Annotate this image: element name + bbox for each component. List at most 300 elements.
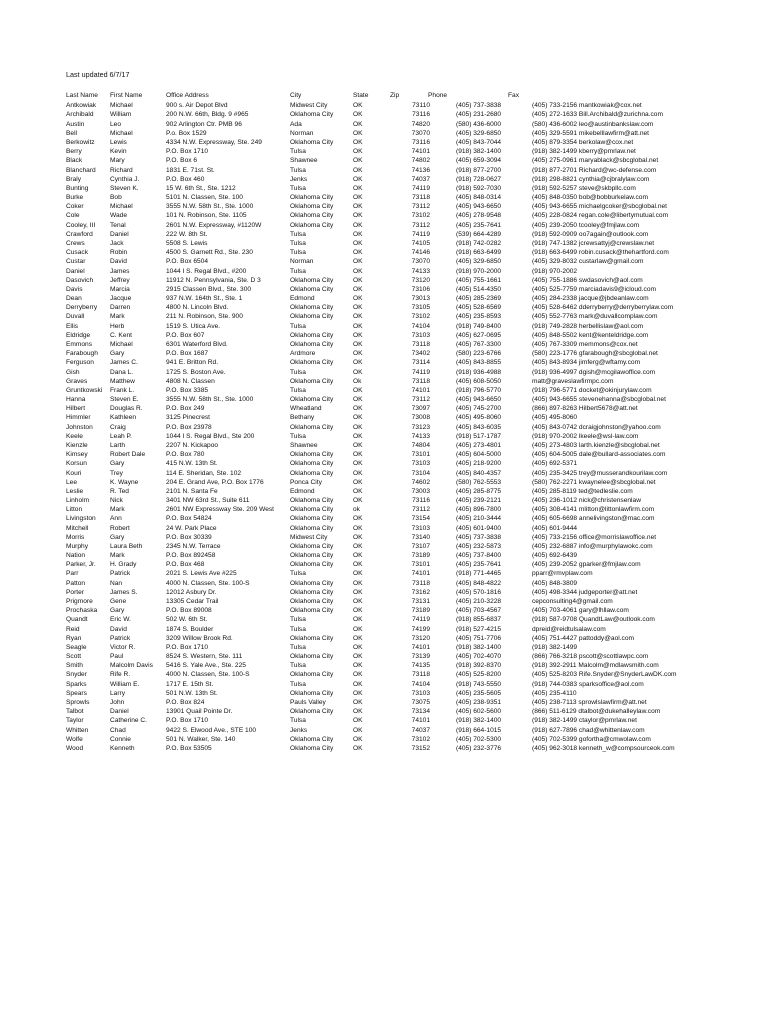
cell-phone: (405) 602-5600	[456, 708, 502, 716]
cell-last-name: Eldridge	[66, 331, 91, 339]
cell-fax: (405) 733-2156 mantkowiak@cox.net	[532, 102, 642, 110]
cell-phone: (539) 664-4289	[456, 230, 502, 238]
cell-office-address: 114 E. Sheridan, Ste. 102	[166, 469, 242, 477]
cell-office-address: P.o. Box 1529	[166, 129, 207, 137]
table-row	[0, 524, 770, 533]
cell-city: Tulsa	[290, 432, 306, 440]
cell-state: OK	[353, 414, 363, 422]
cell-city: Tulsa	[290, 570, 306, 578]
table-row	[0, 716, 770, 725]
cell-first-name: Wade	[110, 212, 127, 220]
cell-state: OK	[353, 120, 363, 128]
cell-phone: (405) 737-3838	[456, 102, 502, 110]
cell-fax: (918) 298-8821 cynthia@cjbralylaw.com	[532, 175, 650, 183]
cell-office-address: 8524 S. Western, Ste. 111	[166, 653, 243, 661]
cell-first-name: Robin	[110, 249, 128, 257]
cell-zip: 73402	[411, 350, 430, 358]
cell-first-name: Michael	[110, 203, 133, 211]
cell-zip: 74199	[411, 625, 430, 633]
cell-state: OK	[353, 588, 363, 596]
cell-phone: (405) 238-9351	[456, 699, 502, 706]
cell-city: Tulsa	[290, 148, 306, 156]
cell-phone: (405) 751-7706	[456, 634, 502, 642]
cell-last-name: Davis	[66, 285, 83, 293]
cell-office-address: 222 W. 8th St.	[166, 230, 208, 238]
cell-last-name: Sprowls	[66, 699, 90, 706]
cell-office-address: 4800 N. Lincoln Blvd.	[166, 304, 229, 312]
cell-state: OK	[353, 111, 363, 119]
cell-zip: 73110	[412, 102, 430, 110]
table-row	[0, 634, 770, 643]
cell-last-name: Kienzle	[66, 441, 88, 449]
cell-fax: (405) 703-4061 gary@lhllaw.com	[532, 607, 629, 615]
cell-phone: (405) 235-7641	[456, 561, 502, 569]
cell-phone: (405) 273-4801	[456, 441, 502, 449]
cell-last-name: Gish	[66, 368, 80, 376]
cell-last-name: Nation	[66, 552, 86, 560]
cell-zip: 74146	[411, 249, 430, 257]
cell-office-address: 4000 N. Classen, Ste. 100-S	[166, 671, 250, 679]
cell-office-address: 902 Arlington Ctr. PMB 96	[166, 120, 242, 128]
cell-zip: 73070	[411, 258, 430, 266]
cell-state: OK	[353, 653, 363, 661]
table-row	[0, 230, 770, 239]
cell-city: Oklahoma City	[290, 221, 334, 229]
cell-last-name: Wood	[66, 744, 84, 752]
cell-last-name: Burke	[66, 194, 84, 202]
cell-fax: (405) 272-1633 Bill.Archibald@zurichna.com	[532, 111, 663, 119]
cell-state: OK	[353, 441, 363, 449]
cell-zip: 73116	[412, 497, 430, 505]
table-row	[0, 267, 770, 276]
cell-state: OK	[353, 607, 363, 615]
cell-fax: (405) 943-6655 stevenehanna@sbcglobal.net	[532, 396, 666, 404]
cell-fax: (405) 943-6655 michaelgcoker@sbcglobal.net	[532, 203, 667, 211]
cell-zip: 74119	[412, 230, 430, 238]
cell-phone: (405) 767-3300	[456, 340, 502, 348]
cell-city: Tulsa	[290, 249, 306, 257]
cell-last-name: Linholm	[66, 497, 90, 505]
cell-office-address: 4000 N. Classen, Ste. 100-S	[166, 579, 250, 587]
cell-fax: (405) 601-9444	[532, 524, 578, 532]
cell-zip: 73134	[411, 708, 430, 716]
cell-office-address: 501 N.W. 13th St.	[166, 689, 218, 697]
cell-phone: (405) 210-3444	[456, 515, 502, 523]
cell-zip: 74037	[411, 175, 430, 183]
cell-office-address: 1519 S. Utica Ave.	[166, 322, 221, 330]
cell-state: OK	[353, 276, 363, 284]
table-row	[0, 652, 770, 661]
cell-first-name: William	[110, 111, 132, 119]
cell-zip: 73101	[411, 561, 430, 569]
cell-fax: (405) 702-5399 gofortha@cmwolaw.com	[532, 735, 651, 743]
cell-fax: (405) 273-4803 larth.kienzle@sbcglobal.net	[532, 441, 660, 449]
cell-state: OK	[353, 194, 363, 202]
cell-fax: (866) 511-6129 dtalbot@dukehalleylaw.com	[532, 708, 661, 716]
cell-first-name: Rife R.	[110, 671, 131, 679]
cell-state: Ok	[353, 377, 362, 385]
cell-first-name: Connie	[110, 735, 131, 743]
cell-city: Oklahoma City	[290, 524, 334, 532]
cell-fax: (405) 228-0824 regan.cole@libertymutual.com	[532, 212, 669, 220]
cell-phone: (405) 570-1816	[456, 588, 502, 596]
col-header-zip: Zip	[390, 92, 400, 99]
cell-office-address: 3555 N.W. 58th St., Ste. 1000	[166, 396, 254, 404]
cell-office-address: 502 W. 6th St.	[166, 616, 208, 624]
cell-office-address: P.O. Box 468	[166, 561, 205, 569]
cell-city: Tulsa	[290, 230, 306, 238]
cell-state: OK	[353, 386, 363, 394]
cell-last-name: Lee	[66, 478, 78, 486]
cell-office-address: 2101 N. Santa Fe	[166, 487, 218, 495]
cell-first-name: Jeffrey	[110, 276, 130, 284]
cell-fax: (405) 275-0961 maryablack@sbcglobal.net	[532, 157, 659, 165]
cell-zip: 73114	[412, 359, 430, 367]
cell-state: OK	[353, 267, 363, 275]
cell-fax: (405) 843-0742 dcraigjohnston@yahoo.com	[532, 423, 661, 431]
cell-last-name: Cole	[66, 212, 80, 220]
cell-state: OK	[353, 460, 363, 468]
cell-phone: (580) 436-6000	[456, 120, 502, 128]
table-row	[0, 322, 770, 331]
cell-office-address: P.O. Box 892458	[166, 552, 216, 560]
cell-fax: (918) 587-9708 QuandtLaw@outlook.com	[532, 616, 655, 624]
table-row	[0, 514, 770, 523]
col-header-last-name: Last Name	[66, 92, 98, 99]
cell-phone: (580) 762-5553	[456, 478, 502, 486]
cell-city: Oklahoma City	[290, 634, 334, 642]
cell-first-name: Gene	[110, 598, 127, 606]
cell-zip: 73154	[411, 515, 430, 523]
cell-last-name: Daniel	[66, 267, 85, 275]
table-row	[0, 569, 770, 578]
cell-office-address: 2207 N. Kickapoo	[166, 441, 219, 449]
cell-zip: 73103	[411, 331, 430, 339]
cell-fax: (405) 525-8203 Rife.Snyder@SnyderLawDK.com	[532, 671, 677, 679]
cell-office-address: 5416 S. Yale Ave., Ste. 225	[166, 662, 246, 670]
cell-fax: (405) 284-2338 jacque@jbdeanlaw.com	[532, 295, 649, 303]
cell-fax: (580) 762-2271 kwaynelee@sbcglobal.net	[532, 478, 656, 486]
cell-phone: (405) 755-1661	[456, 276, 502, 284]
cell-fax: (918) 382-1499 kberry@pmrlaw.net	[532, 148, 636, 156]
cell-state: OK	[353, 634, 363, 642]
cell-first-name: Richard	[110, 166, 133, 174]
cell-phone: (405) 329-6850	[456, 258, 502, 266]
cell-zip: 73103	[411, 524, 430, 532]
cell-city: Oklahoma City	[290, 396, 334, 404]
table-row	[0, 423, 770, 432]
cell-last-name: Parker, Jr.	[66, 561, 96, 569]
cell-fax: (918) 663-6499 robin.cusack@thehartford.com	[532, 249, 669, 257]
cell-city: Oklahoma City	[290, 744, 334, 752]
cell-phone: (405) 235-8593	[456, 313, 502, 321]
cell-fax: (405) 525-7759 marciadavis9@icloud.com	[532, 285, 656, 293]
cell-zip: 73103	[411, 689, 430, 697]
table-row	[0, 533, 770, 542]
col-header-city: City	[290, 92, 302, 99]
cell-city: Oklahoma City	[290, 276, 334, 284]
cell-office-address: 5508 S. Lewis	[166, 240, 208, 247]
cell-city: Tulsa	[290, 386, 306, 394]
cell-first-name: Eric W.	[110, 616, 131, 624]
cell-office-address: 13901 Quail Pointe Dr.	[166, 708, 233, 716]
cell-office-address: 2601 NW Expressway Ste. 209 West	[166, 506, 274, 514]
table-row	[0, 276, 770, 285]
cell-phone: (918) 936-4988	[456, 368, 502, 376]
cell-state: OK	[353, 148, 363, 156]
cell-state: OK	[353, 451, 363, 459]
cell-zip: 74119	[412, 184, 430, 192]
cell-last-name: Emmons	[66, 340, 93, 348]
cell-city: Wheatland	[290, 405, 322, 413]
cell-phone: (405) 848-4822	[456, 579, 502, 587]
cell-first-name: Chad	[110, 726, 126, 734]
cell-city: Oklahoma City	[290, 542, 334, 550]
cell-zip: 74101	[411, 570, 430, 578]
cell-phone: (918) 382-1400	[456, 148, 502, 156]
cell-last-name: Spears	[66, 689, 87, 697]
cell-city: Tulsa	[290, 625, 306, 633]
cell-first-name: Patrick	[110, 570, 131, 578]
cell-phone: (918) 749-8400	[456, 322, 502, 330]
cell-first-name: Trey	[110, 469, 123, 477]
cell-fax: (405) 329-8032 custarlaw@gmail.com	[532, 258, 644, 266]
cell-state: OK	[353, 102, 363, 110]
cell-zip: 73152	[411, 744, 430, 752]
cell-phone: (580) 223-6766	[456, 350, 502, 358]
cell-zip: 74133	[411, 267, 430, 275]
cell-office-address: P.O. Box 23978	[166, 423, 212, 431]
cell-last-name: Taylor	[66, 717, 84, 725]
cell-city: Norman	[290, 258, 314, 266]
cell-first-name: Frank L.	[110, 386, 135, 394]
table-row	[0, 138, 770, 147]
cell-last-name: Gruntkowski	[66, 386, 103, 394]
cell-last-name: Parr	[66, 570, 79, 578]
cell-last-name: Ferguson	[66, 359, 94, 367]
cell-last-name: Archibald	[66, 111, 94, 119]
cell-last-name: Reid	[66, 625, 80, 633]
cell-zip: 74802	[411, 157, 430, 165]
cell-zip: 74104	[411, 680, 430, 688]
cell-state: OK	[353, 671, 363, 679]
cell-fax: (405) 755-1886 swdasovich@aol.com	[532, 276, 643, 284]
cell-zip: 73112	[412, 506, 430, 514]
cell-city: Oklahoma City	[290, 607, 334, 615]
table-row	[0, 726, 770, 735]
cell-first-name: C. Kent	[110, 331, 132, 339]
cell-office-address: 2345 N.W. Terrace	[166, 542, 221, 550]
col-header-state: State	[353, 92, 369, 99]
cell-zip: 73075	[411, 699, 430, 706]
table-row	[0, 625, 770, 634]
cell-office-address: P.O. Box 1687	[166, 350, 209, 358]
cell-city: Ada	[290, 120, 302, 128]
cell-state: OK	[353, 331, 363, 339]
cell-fax: (405) 843-8934 jimferg@wftamy.com	[532, 359, 641, 367]
cell-phone: (405) 896-7800	[456, 506, 502, 514]
cell-zip: 74119	[412, 616, 430, 624]
cell-last-name: Derryberry	[66, 304, 98, 312]
table-row	[0, 404, 770, 413]
cell-first-name: Michael	[110, 340, 133, 348]
table-row	[0, 358, 770, 367]
cell-fax: (866) 897-8263 Hilbert5678@att.net	[532, 405, 638, 413]
col-header-phone: Phone	[428, 92, 448, 99]
cell-fax: (405) 495-8060	[532, 414, 578, 422]
cell-office-address: P.O. Box 460	[166, 175, 205, 183]
cell-first-name: Kevin	[110, 148, 127, 156]
cell-state: OK	[353, 570, 363, 578]
table-row	[0, 285, 770, 294]
cell-state: OK	[353, 542, 363, 550]
cell-zip: 74820	[411, 120, 430, 128]
cell-city: Oklahoma City	[290, 340, 334, 348]
table-row	[0, 193, 770, 202]
cell-state: OK	[353, 689, 363, 697]
cell-phone: (405) 840-4357	[456, 469, 502, 477]
cell-fax: (405) 235-3425 trey@musserandkourilaw.com	[532, 469, 668, 477]
cell-state: OK	[353, 322, 363, 330]
cell-fax: (405) 235-4110	[532, 689, 577, 697]
cell-city: Oklahoma City	[290, 561, 334, 569]
cell-state: OK	[353, 340, 363, 348]
cell-city: Tulsa	[290, 643, 306, 651]
cell-phone: (918) 728-0627	[456, 175, 502, 183]
cell-zip: 74101	[411, 643, 430, 651]
cell-office-address: 9422 S. Elwood Ave., STE 100	[166, 726, 257, 734]
cell-zip: 73102	[411, 735, 430, 743]
cell-fax: (918) 382-1499	[532, 643, 578, 651]
cell-last-name: Bunting	[66, 184, 89, 192]
cell-state: OK	[353, 249, 363, 257]
cell-zip: 73112	[412, 221, 430, 229]
cell-office-address: P.O. Box 824	[166, 699, 205, 706]
cell-phone: (405) 232-5873	[456, 542, 502, 550]
cell-first-name: Craig	[110, 423, 126, 431]
cell-last-name: Kouri	[66, 469, 82, 477]
cell-first-name: Leo	[110, 120, 122, 128]
cell-zip: 73103	[411, 460, 430, 468]
cell-first-name: Kenneth	[110, 744, 135, 752]
cell-office-address: 5101 N. Classen, Ste. 100	[166, 194, 243, 202]
cell-last-name: Cusack	[66, 249, 88, 257]
cell-fax: (405) 239-2052 gparker@fmjlaw.com	[532, 561, 641, 569]
cell-city: Oklahoma City	[290, 460, 334, 468]
cell-office-address: 4808 N. Classen	[166, 377, 215, 385]
cell-phone: (405) 943-6650	[456, 203, 502, 211]
table-row	[0, 478, 770, 487]
cell-zip: 73123	[411, 423, 430, 431]
cell-last-name: Crews	[66, 240, 85, 247]
table-row	[0, 166, 770, 175]
cell-fax: (405) 285-8119 ted@tedleslie.com	[532, 487, 633, 495]
table-row	[0, 735, 770, 744]
cell-fax: (405) 848-0350 bob@bobburkelaw.com	[532, 194, 648, 202]
cell-first-name: Larry	[110, 689, 126, 697]
cell-city: Oklahoma City	[290, 497, 334, 505]
table-row	[0, 211, 770, 220]
cell-first-name: Mark	[110, 313, 125, 321]
cell-first-name: Marcia	[110, 285, 130, 293]
cell-fax: (405) 308-4141 mlitton@littonlawfirm.com	[532, 506, 655, 514]
cell-last-name: Smith	[66, 662, 83, 670]
cell-city: Tulsa	[290, 680, 306, 688]
col-header-office-address: Office Address	[166, 92, 209, 99]
cell-zip: 74133	[411, 432, 430, 440]
cell-last-name: Duvall	[66, 313, 85, 321]
col-header-first-name: First Name	[110, 92, 143, 99]
table-row	[0, 643, 770, 652]
cell-state: OK	[353, 616, 363, 624]
cell-phone: (405) 210-3228	[456, 598, 502, 606]
cell-fax: (866) 766-3218 pscott@scottlawpc.com	[532, 653, 649, 661]
cell-city: Oklahoma City	[290, 671, 334, 679]
cell-phone: (405) 285-8775	[456, 487, 502, 495]
cell-city: Oklahoma City	[290, 285, 334, 293]
cell-fax: (918) 970-2002	[532, 267, 578, 275]
cell-zip: 73162	[411, 588, 430, 596]
cell-zip: 74804	[411, 441, 430, 449]
cell-first-name: Mark	[110, 506, 125, 514]
cell-zip: 74105	[411, 240, 430, 247]
cell-last-name: Himmler	[66, 414, 91, 422]
cell-fax: (405) 692-6439	[532, 552, 578, 560]
cell-zip: 73116	[412, 111, 430, 119]
cell-zip: 73102	[411, 212, 430, 220]
cell-first-name: Nan	[110, 579, 123, 587]
cell-city: Oklahoma City	[290, 689, 334, 697]
cell-fax: (405) 733-2156 office@morrislawoffice.net	[532, 533, 657, 541]
cell-office-address: 1044 I S. Regal Blvd., Ste 200	[166, 432, 255, 440]
table-row	[0, 698, 770, 707]
table-row	[0, 588, 770, 597]
cell-last-name: Antkowiak	[66, 102, 97, 110]
cell-phone: (405) 848-0314	[456, 194, 502, 202]
cell-first-name: James C.	[110, 359, 138, 367]
cell-city: Tulsa	[290, 662, 306, 670]
cell-state: OK	[353, 717, 363, 725]
table-row	[0, 689, 770, 698]
cell-office-address: P.O. Box 1710	[166, 643, 209, 651]
cell-zip: 73105	[411, 304, 430, 312]
cell-state: OK	[353, 368, 363, 376]
cell-phone: (918) 742-0282	[456, 240, 502, 247]
cell-zip: 73097	[411, 405, 430, 413]
table-row	[0, 120, 770, 129]
cell-first-name: Daniel	[110, 230, 129, 238]
cell-first-name: Patrick	[110, 634, 131, 642]
cell-first-name: Laura Beth	[110, 542, 143, 550]
cell-state: OK	[353, 221, 363, 229]
cell-city: Norman	[290, 129, 314, 137]
cell-first-name: Bob	[110, 194, 122, 202]
cell-office-address: P.O. Box 3385	[166, 386, 209, 394]
cell-city: Tulsa	[290, 616, 306, 624]
cell-office-address: 937 N.W. 164th St., Ste. 1	[166, 295, 243, 303]
cell-first-name: Malcolm Davis	[110, 662, 153, 670]
cell-fax: (918) 877-2701 Richard@wc-defense.com	[532, 166, 657, 174]
cell-office-address: P.O. Box 30339	[166, 533, 212, 541]
cell-state: OK	[353, 561, 363, 569]
table-row	[0, 175, 770, 184]
cell-first-name: Nick	[110, 497, 123, 505]
cell-fax: (918) 592-5257 steve@skbpllc.com	[532, 184, 636, 192]
cell-phone: (918) 743-5550	[456, 680, 502, 688]
cell-city: Oklahoma City	[290, 506, 334, 514]
cell-office-address: P.O. Box 1710	[166, 148, 209, 156]
cell-phone: (918) 796-5770	[456, 386, 502, 394]
